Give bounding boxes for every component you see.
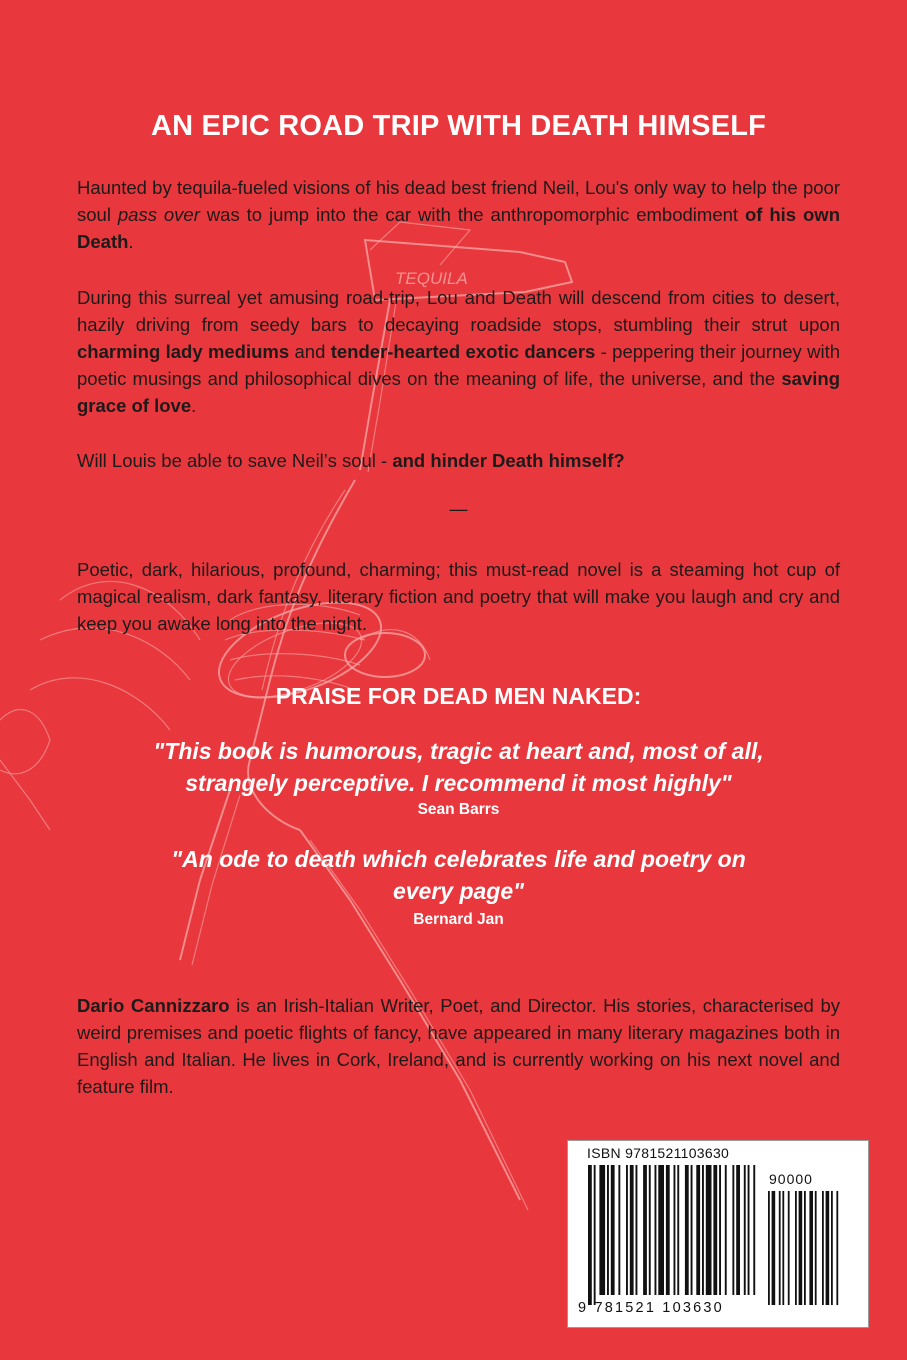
author-bio: Dario Cannizzaro is an Irish-Italian Writer, Poet, and Director. His stories, characterised by weird premises and poetic flights of fancy, have appeared in many literary magazines both in English and Italian. He lives in Cork, Ireland, and is currently working on his next novel and feature film. bbox=[77, 995, 840, 1097]
addon-bar bbox=[779, 1191, 781, 1305]
addon-bar bbox=[772, 1191, 776, 1305]
addon-bar bbox=[815, 1191, 817, 1305]
barcode-bar bbox=[643, 1165, 647, 1295]
barcode-bar bbox=[748, 1165, 750, 1295]
section-separator: — bbox=[449, 499, 468, 519]
price-code: 90000 bbox=[769, 1171, 813, 1187]
addon-bar bbox=[768, 1191, 770, 1305]
review-author-2: Bernard Jan bbox=[413, 911, 504, 928]
barcode-bar bbox=[713, 1165, 717, 1295]
synopsis-paragraph-2: During this surreal yet amusing road-trip, Lou and Death will descend from cities to desert, hazily driving from seedy bars to decaying roadside stops, stumbling their strut upon charming lady mediums and tender-hearted exotic dancers - peppering their journey with poetic musings and philosophical dives on the meaning of life, the universe, and the saving grace of love. bbox=[77, 287, 840, 416]
barcode-bar bbox=[636, 1165, 638, 1295]
barcode-bar bbox=[611, 1165, 615, 1295]
addon-bar bbox=[822, 1191, 824, 1305]
addon-bar bbox=[836, 1191, 838, 1305]
addon-bar bbox=[795, 1191, 797, 1305]
barcode-bar bbox=[607, 1165, 609, 1295]
barcode-bar bbox=[649, 1165, 651, 1295]
barcode-bar bbox=[666, 1165, 670, 1295]
addon-bar bbox=[782, 1191, 784, 1305]
barcode-bar bbox=[655, 1165, 657, 1295]
review-quote-2: "An ode to death which celebrates life and poetry on every page" bbox=[171, 846, 746, 904]
headline: AN EPIC ROAD TRIP WITH DEATH HIMSELF bbox=[150, 110, 767, 142]
barcode-bar bbox=[736, 1165, 740, 1295]
barcode-bar bbox=[630, 1165, 634, 1295]
barcode-bar bbox=[706, 1165, 712, 1295]
barcode-bar bbox=[696, 1165, 700, 1295]
barcode-bar bbox=[744, 1165, 746, 1295]
isbn-barcode bbox=[567, 1140, 869, 1328]
barcode-bar bbox=[674, 1165, 676, 1295]
barcode-bar bbox=[599, 1165, 605, 1295]
sketch-label: TEQUILA bbox=[395, 269, 468, 288]
synopsis-paragraph-1: Haunted by tequila-fueled visions of his dead best friend Neil, Lou's only way to help the poor soul pass over was to jump into the car with the anthropomorphic embodiment of his own Death. bbox=[77, 177, 840, 252]
barcode-bar bbox=[626, 1165, 628, 1295]
barcode-bar bbox=[753, 1165, 755, 1295]
barcode-bar bbox=[594, 1165, 596, 1305]
barcode-bar bbox=[719, 1165, 721, 1295]
review-author-1: Sean Barrs bbox=[417, 801, 500, 818]
addon-bar bbox=[831, 1191, 833, 1305]
barcode-bar bbox=[658, 1165, 664, 1295]
isbn-label: ISBN 9781521103630 bbox=[587, 1145, 730, 1161]
addon-bar bbox=[804, 1191, 806, 1305]
blurb-paragraph: Poetic, dark, hilarious, profound, charming; this must-read novel is a steaming hot cup of magical realism, dark fantasy, literary fiction and poetry that will make you laugh and cry and keep you awake long into the night. bbox=[77, 559, 840, 634]
addon-bar bbox=[809, 1191, 813, 1305]
barcode-bar bbox=[725, 1165, 727, 1295]
barcode-bar bbox=[691, 1165, 693, 1295]
barcode-bar bbox=[685, 1165, 689, 1295]
addon-bar bbox=[788, 1191, 790, 1305]
barcode-digits: 9 781521 103630 bbox=[578, 1300, 724, 1316]
barcode-bar bbox=[618, 1165, 620, 1295]
addon-bar bbox=[826, 1191, 830, 1305]
barcode-bar bbox=[702, 1165, 704, 1295]
barcode-bar bbox=[677, 1165, 679, 1295]
addon-bar bbox=[799, 1191, 803, 1305]
review-quote-1: "This book is humorous, tragic at heart and, most of all, strangely perceptive. I recommend it most highly" bbox=[153, 738, 764, 796]
barcode-bar bbox=[732, 1165, 734, 1295]
synopsis-question: Will Louis be able to save Neil’s soul - and hinder Death himself? bbox=[77, 450, 625, 471]
praise-heading: PRAISE FOR DEAD MEN NAKED: bbox=[275, 683, 642, 709]
barcode-bar bbox=[588, 1165, 592, 1305]
